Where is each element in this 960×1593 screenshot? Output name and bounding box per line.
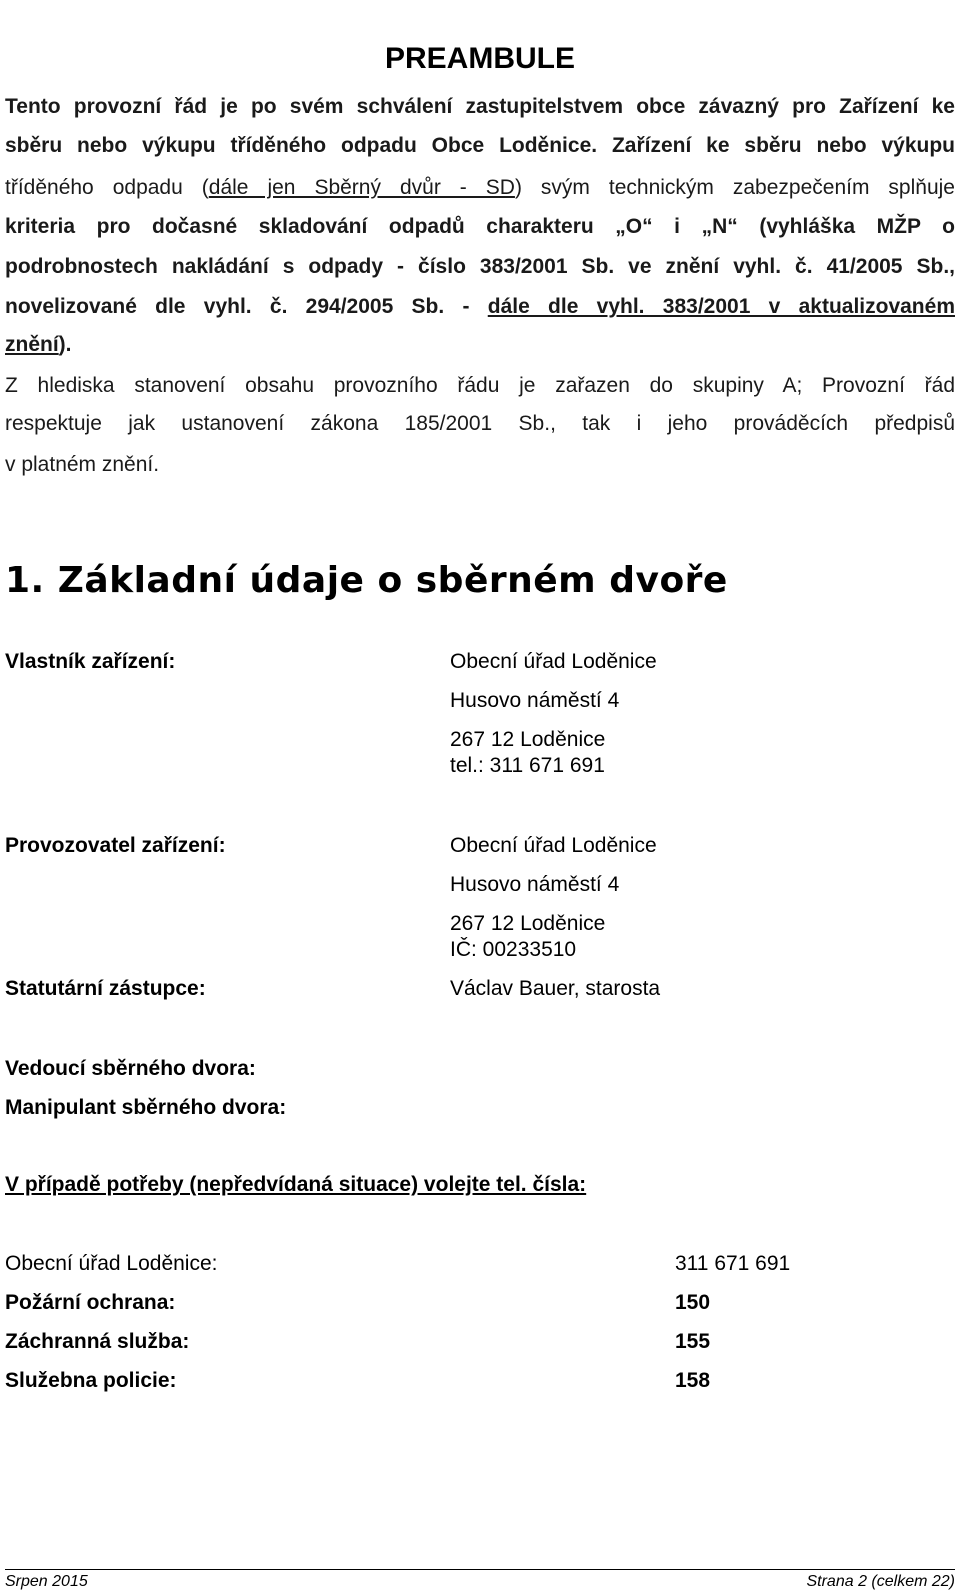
owner-phone: tel.: 311 671 691 — [450, 754, 605, 777]
sd-abbrev-underlined: dále jen Sběrný dvůr - SD — [208, 176, 515, 199]
contact-name: Požární ochrana: — [5, 1291, 176, 1314]
regulation-reference-underlined: znění — [5, 333, 59, 356]
footer-page-number: Strana 2 (celkem 22) — [806, 1573, 955, 1590]
regulation-reference-underlined: dále dle vyhl. 383/2001 v aktualizovaném — [487, 295, 955, 318]
operator-id: IČ: 00233510 — [450, 938, 577, 961]
preamble-line: sběru nebo výkupu tříděného odpadu Obce Loděnice. Zařízení ke sběru nebo výkupu — [5, 134, 955, 157]
contact-number: 150 — [675, 1291, 711, 1314]
footer-divider — [5, 1569, 955, 1570]
preamble-line: kriteria pro dočasné skladování odpadů charakteru „O“ i „N“ (vyhláška MŽP o — [5, 215, 955, 238]
operator-line: Obecní úřad Loděnice — [450, 834, 657, 857]
preamble-line-part: tříděného odpadu ( — [5, 176, 209, 199]
preamble-line — [5, 176, 955, 200]
contact-number: 311 671 691 — [675, 1252, 791, 1275]
preamble-line-part: ). — [58, 333, 72, 356]
preamble-line: v platném znění. — [5, 453, 160, 476]
section-heading: 1. Základní údaje o sběrném dvoře — [5, 560, 728, 601]
preamble-line-part: ) svým technickým zabezpečením splňuje — [514, 176, 955, 199]
handler-label: Manipulant sběrného dvora: — [5, 1096, 287, 1119]
contact-number: 158 — [675, 1369, 711, 1392]
preamble-line — [5, 333, 955, 357]
operator-label: Provozovatel zařízení: — [5, 834, 226, 857]
owner-line: Obecní úřad Loděnice — [450, 650, 657, 673]
contact-number: 155 — [675, 1330, 711, 1353]
preamble-line: Z hlediska stanovení obsahu provozního řádu je zařazen do skupiny A; Provozní řád — [5, 374, 955, 397]
contact-name: Záchranná služba: — [5, 1330, 190, 1353]
manager-label: Vedoucí sběrného dvora: — [5, 1057, 256, 1080]
preamble-line — [5, 295, 955, 319]
emergency-heading: V případě potřeby (nepředvídaná situace) volejte tel. čísla: — [5, 1173, 587, 1196]
statutory-value: Václav Bauer, starosta — [450, 977, 661, 1000]
contact-name: Obecní úřad Loděnice: — [5, 1252, 218, 1275]
owner-line: 267 12 Loděnice — [450, 728, 606, 751]
statutory-label: Statutární zástupce: — [5, 977, 206, 1000]
operator-line: Husovo náměstí 4 — [450, 873, 620, 896]
preamble-line: respektuje jak ustanovení zákona 185/2001 Sb., tak i jeho prováděcích předpisů — [5, 412, 955, 435]
owner-line: Husovo náměstí 4 — [450, 689, 620, 712]
preamble-line-part: novelizované dle vyhl. č. 294/2005 Sb. - — [5, 295, 488, 318]
contact-name: Služebna policie: — [5, 1369, 177, 1392]
preamble-title: PREAMBULE — [384, 42, 575, 75]
preamble-line: Tento provozní řád je po svém schválení zastupitelstvem obce závazný pro Zařízení ke — [5, 95, 955, 118]
footer-date: Srpen 2015 — [5, 1573, 88, 1590]
operator-line: 267 12 Loděnice — [450, 912, 606, 935]
owner-label: Vlastník zařízení: — [5, 650, 176, 673]
preamble-line: podrobnostech nakládání s odpady - číslo 383/2001 Sb. ve znění vyhl. č. 41/2005 Sb., — [5, 255, 955, 278]
